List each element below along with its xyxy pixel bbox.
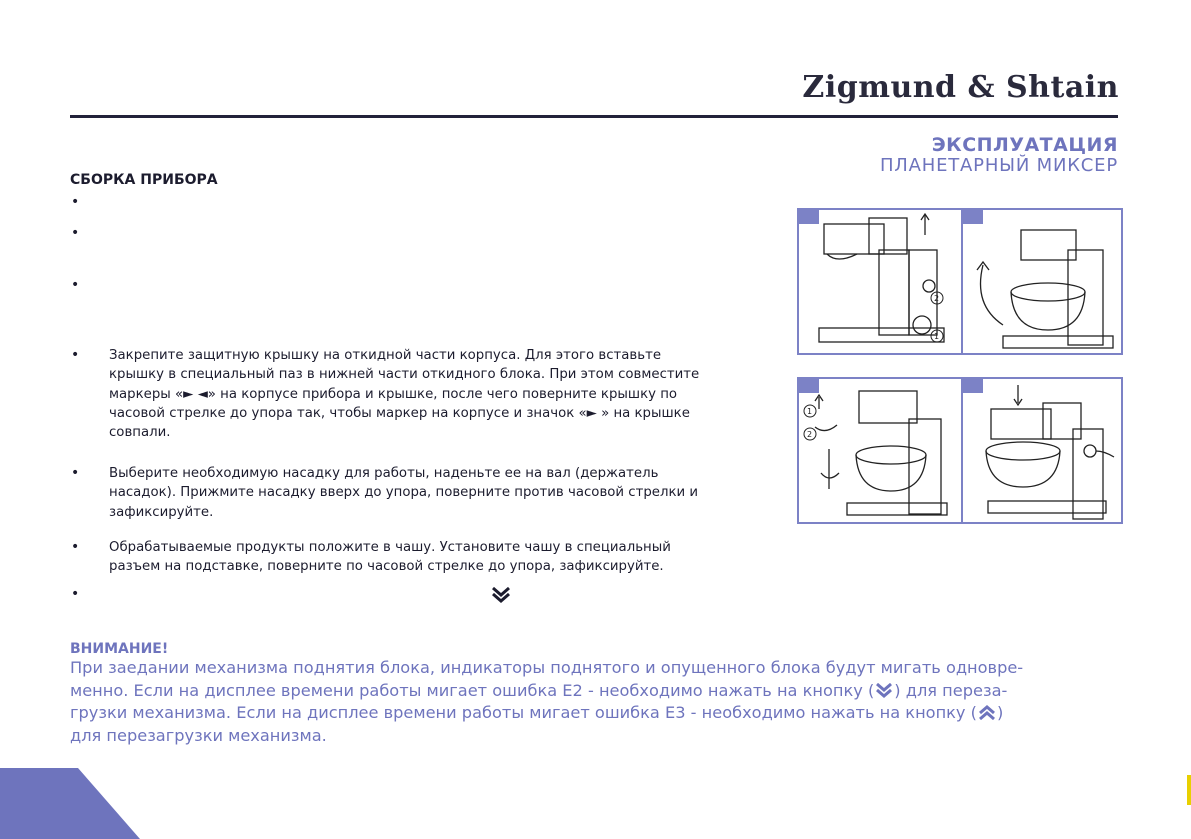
mixer-illustration xyxy=(963,379,1123,524)
bullet-line: маркеры «► ◄» на корпусе прибора и крышке, после чего поверните крышку по xyxy=(109,386,678,402)
callout-label: 2 xyxy=(807,430,813,439)
section-title: ЭКСПЛУАТАЦИЯ xyxy=(931,134,1118,156)
bullet-item-4 xyxy=(71,346,791,446)
double-chevron-down-icon xyxy=(490,586,512,604)
bullet-line: Закрепите защитную крышку на откидной части корпуса. Для этого вставьте xyxy=(109,348,661,363)
bullet-dot: • xyxy=(71,465,80,481)
warning-line: При заедании механизма поднятия блока, индикаторы поднятого и опущенного блока будут мигать одновре- xyxy=(70,658,1024,677)
bullet-line: совпали. xyxy=(109,425,171,441)
bullet-line: насадок). Прижмите насадку вверх до упора, поверните против часовой стрелки и xyxy=(109,485,698,501)
warning-body xyxy=(70,657,1070,747)
edge-marker xyxy=(1187,775,1191,805)
warning-fragment: менно. Если на дисплее времени работы мигает ошибка Е2 - необходимо нажать на кнопку ( xyxy=(70,680,875,700)
figure-place-bowl xyxy=(961,208,1123,355)
figure-attach-tool xyxy=(797,377,963,524)
bullet-item-6 xyxy=(71,538,791,582)
warning-line xyxy=(70,680,1070,703)
warning-fragment: ) xyxy=(996,703,1004,722)
bullet-line: крышку в специальный паз в нижней части откидного блока. При этом совместите xyxy=(109,367,700,383)
warning-line: для перезагрузки механизма. xyxy=(70,725,327,745)
warning-fragment: ) для переза- xyxy=(894,680,1008,700)
mixer-illustration xyxy=(799,210,963,355)
warning-title: ВНИМАНИЕ! xyxy=(70,641,169,657)
bullet-dot: • xyxy=(71,277,80,293)
bullet-line: зафиксируйте. xyxy=(109,504,214,520)
bullet-text xyxy=(109,346,789,442)
section-subtitle: ПЛАНЕТАРНЫЙ МИКСЕР xyxy=(879,155,1118,176)
bullet-dot: • xyxy=(71,347,80,363)
double-chevron-up-icon xyxy=(977,705,997,720)
page-corner-shape xyxy=(0,768,140,839)
double-chevron-down-icon xyxy=(874,683,894,698)
bullet-item-5 xyxy=(71,464,791,534)
bullet-line: Выберите необходимую насадку для работы, наденьте ее на вал (держатель xyxy=(109,466,659,481)
figure-raise-head xyxy=(797,208,963,355)
callout-label: 1 xyxy=(934,332,940,341)
mixer-illustration xyxy=(799,379,963,524)
bullet-line: часовой стрелке до упора так, чтобы маркер на корпусе и значок «► » на крышке xyxy=(109,405,690,421)
bullet-line: разъем на подставке, поверните по часовой стрелке до упора, зафиксируйте. xyxy=(109,559,664,575)
bullet-dot: • xyxy=(71,586,80,602)
assembly-heading: СБОРКА ПРИБОРА xyxy=(70,172,218,188)
callout-label: 1 xyxy=(807,407,813,416)
bullet-line: Обрабатываемые продукты положите в чашу. Установите чашу в специальный xyxy=(109,540,671,555)
brand-logo: Zigmund & Shtain xyxy=(802,70,1119,105)
bullet-text xyxy=(109,464,789,522)
warning-fragment: грузки механизма. Если на дисплее времени работы мигает ошибка Е3 - необходимо нажать на кнопку ( xyxy=(70,703,977,722)
assembly-figures xyxy=(797,208,1123,526)
callout-label: 2 xyxy=(934,294,940,303)
bullet-text xyxy=(109,538,789,577)
bullet-dot: • xyxy=(71,539,80,555)
figure-lower-head xyxy=(961,377,1123,524)
bullet-dot: • xyxy=(71,225,80,241)
header-rule xyxy=(70,115,1118,118)
warning-line xyxy=(70,702,1070,725)
mixer-illustration xyxy=(963,210,1123,355)
bullet-dot: • xyxy=(71,194,80,210)
